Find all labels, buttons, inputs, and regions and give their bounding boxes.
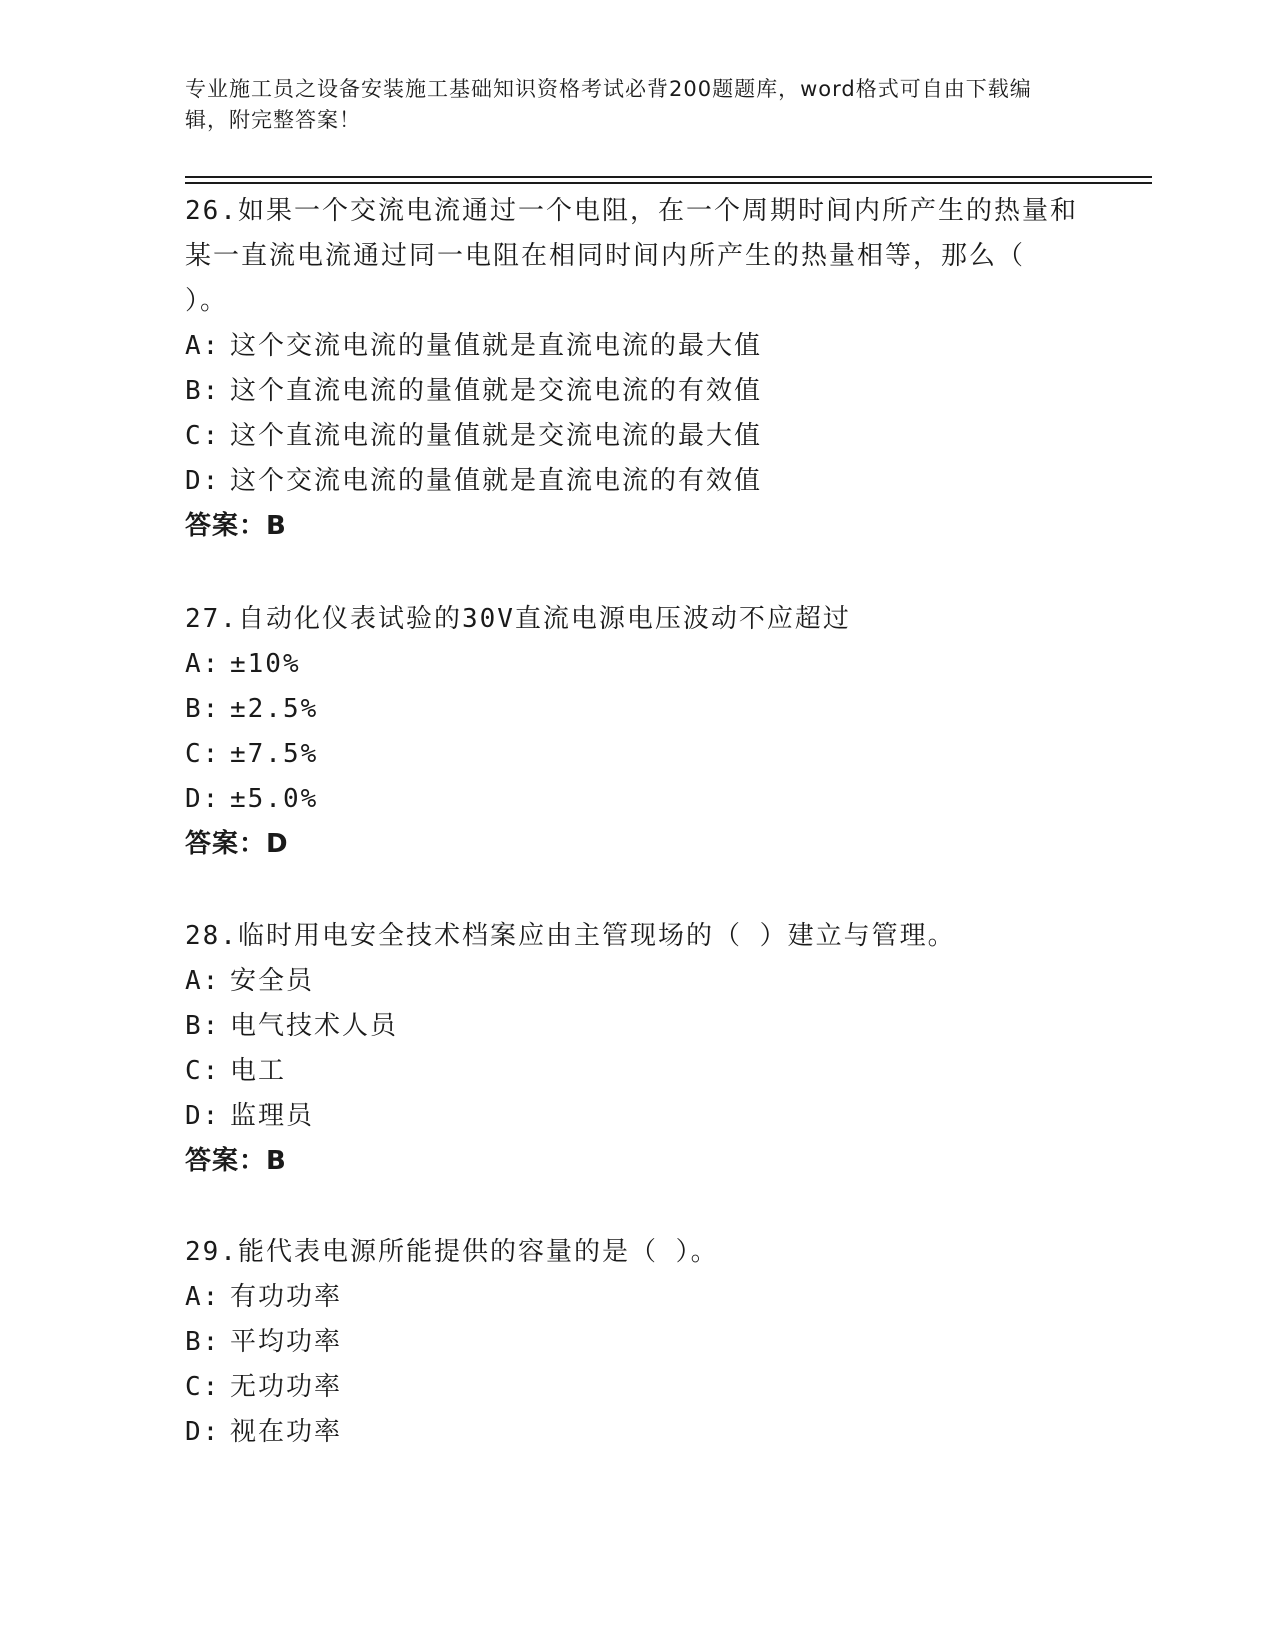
option-b	[185, 1004, 1085, 1049]
option-text: 视在功率	[230, 1417, 343, 1447]
option-c	[185, 1049, 1085, 1094]
option-key: D:	[185, 1417, 221, 1447]
header-divider-bottom	[185, 182, 1152, 184]
option-a	[185, 959, 1085, 1004]
option-b	[185, 687, 1085, 732]
option-key: B:	[185, 376, 221, 406]
option-text: 这个直流电流的量值就是交流电流的有效值	[230, 376, 763, 406]
option-key: B:	[185, 1327, 221, 1357]
option-text: 无功功率	[230, 1372, 343, 1402]
answer-line: 答案：D	[185, 829, 289, 859]
option-key: D:	[185, 466, 221, 496]
option-key: A:	[185, 966, 221, 996]
question-27	[185, 597, 1085, 867]
option-key: D:	[185, 1101, 221, 1131]
question-stem: 29.能代表电源所能提供的容量的是（ ）。	[185, 1237, 719, 1267]
option-text: 平均功率	[230, 1327, 343, 1357]
option-key: C:	[185, 1372, 221, 1402]
option-key: B:	[185, 1011, 221, 1041]
option-key: D:	[185, 784, 221, 814]
question-29	[185, 1230, 1085, 1455]
option-a	[185, 642, 1085, 687]
option-text: 电气技术人员	[230, 1011, 399, 1041]
option-a	[185, 1275, 1085, 1320]
question-26	[185, 189, 1085, 549]
option-text: 有功功率	[230, 1282, 343, 1312]
option-c	[185, 1365, 1085, 1410]
option-key: C:	[185, 739, 221, 769]
option-b	[185, 1320, 1085, 1365]
option-d	[185, 1094, 1085, 1139]
option-key: A:	[185, 331, 221, 361]
option-key: B:	[185, 694, 221, 724]
option-text: 这个交流电流的量值就是直流电流的最大值	[230, 331, 763, 361]
header-divider-top	[185, 176, 1152, 178]
option-d	[185, 459, 1085, 504]
option-key: C:	[185, 1056, 221, 1086]
option-key: A:	[185, 649, 221, 679]
option-text: ±2.5%	[230, 694, 319, 724]
question-stem: 26.如果一个交流电流通过一个电阻，在一个周期时间内所产生的热量和某一直流电流通过同一电阻在相同时间内所产生的热量相等，那么（ ）。	[185, 196, 1078, 316]
option-text: 这个交流电流的量值就是直流电流的有效值	[230, 466, 763, 496]
option-key: C:	[185, 421, 221, 451]
option-c	[185, 732, 1085, 777]
option-b	[185, 369, 1085, 414]
option-d	[185, 777, 1085, 822]
option-a	[185, 324, 1085, 369]
document-header: 专业施工员之设备安装施工基础知识资格考试必背200题题库，word格式可自由下载编辑，附完整答案！	[185, 77, 1032, 132]
option-text: ±10%	[230, 649, 301, 679]
question-28	[185, 914, 1085, 1184]
option-key: A:	[185, 1282, 221, 1312]
question-stem: 28.临时用电安全技术档案应由主管现场的（ ）建立与管理。	[185, 921, 956, 951]
option-text: 监理员	[230, 1101, 315, 1131]
option-text: ±7.5%	[230, 739, 319, 769]
option-c	[185, 414, 1085, 459]
option-text: ±5.0%	[230, 784, 319, 814]
answer-line: 答案：B	[185, 1146, 287, 1176]
option-text: 安全员	[230, 966, 315, 996]
option-text: 这个直流电流的量值就是交流电流的最大值	[230, 421, 763, 451]
question-stem: 27.自动化仪表试验的30V直流电源电压波动不应超过	[185, 604, 851, 634]
option-text: 电工	[230, 1056, 287, 1086]
option-d	[185, 1410, 1085, 1455]
answer-line: 答案：B	[185, 511, 287, 541]
